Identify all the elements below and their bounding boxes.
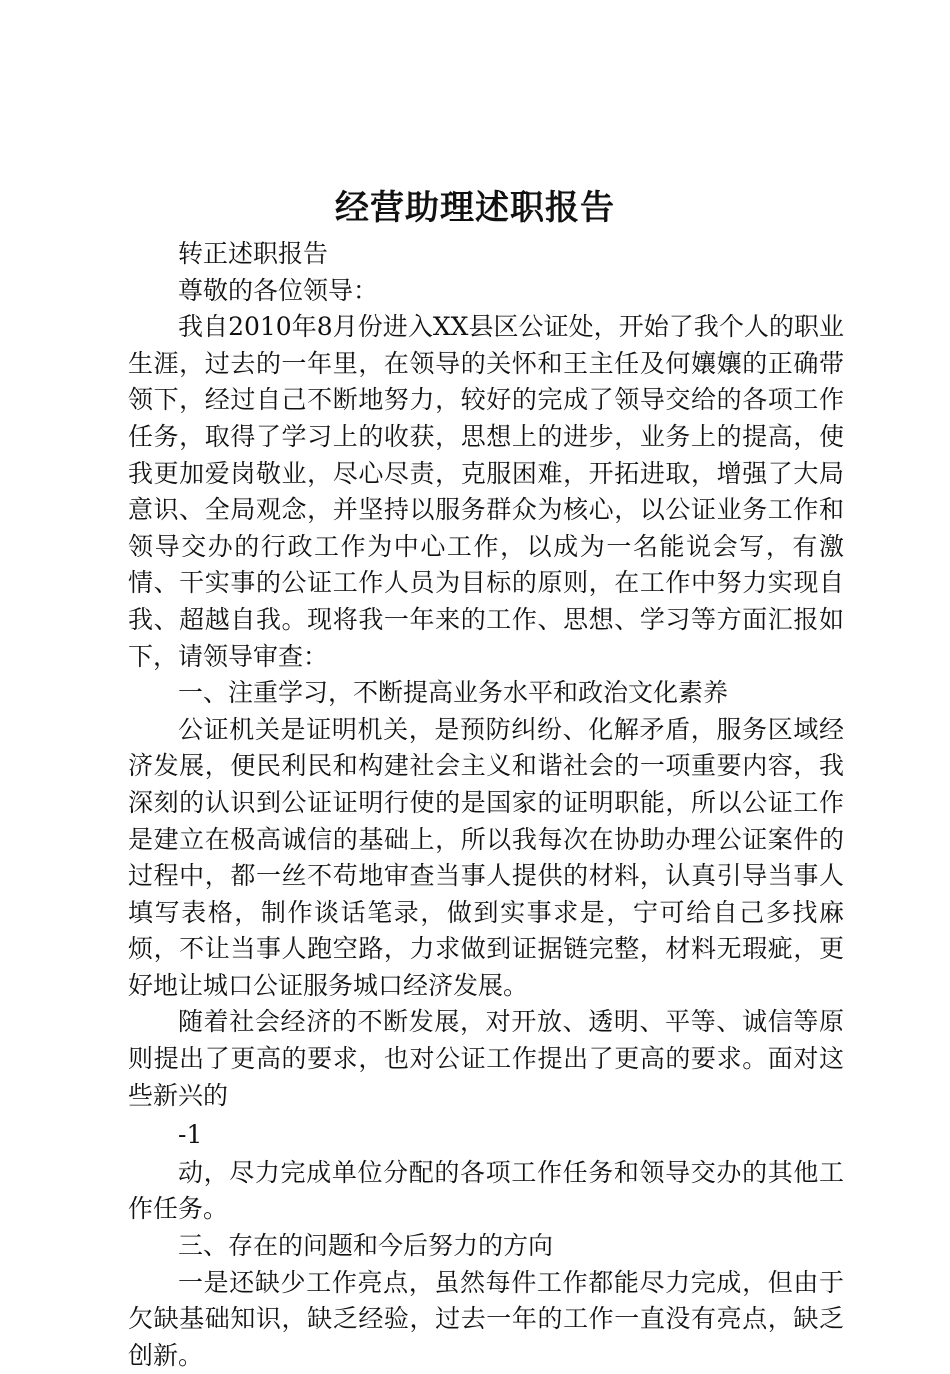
document-body [128, 236, 844, 1374]
page-number: -1 [178, 1120, 203, 1150]
document-title: 经营助理述职报告 [335, 188, 615, 228]
section-heading-3: 三、存在的问题和今后努力的方向 [178, 1231, 554, 1261]
paragraph-notary-role: 公证机关是证明机关，是预防纠纷、化解矛盾，服务区域经济发展，便民利民和构建社会主义和谐社会的一项重要内容，我深刻的认识到公证证明行使的是国家的证明职能，所以公证工作是建立在极高诚信的基础上，所以我每次在协助办理公证案件的过程中，都一丝不苟地审查当事人提供的材料，认真引导当事人填写表格，制作谈话笔录，做到实事求是，宁可给自己多找麻烦，不让当事人跑空路，力求做到证据链完整，材料无瑕疵，更好地让城口公证服务城口经济发展。 [128, 714, 844, 1000]
paragraph-intro: 我自2010年8月份进入XX县区公证处，开始了我个人的职业生涯，过去的一年里，在领导的关怀和王主任及何孃孃的正确带领下，经过自己不断地努力，较好的完成了领导交给的各项工作任务，取得了学习上的收获，思想上的进步，业务上的提高，使我更加爱岗敬业，尽心尽责，克服困难，开拓进取，增强了大局意识、全局观念，并坚持以服务群众为核心，以公证业务工作和领导交办的行政工作为中心工作，以成为一名能说会写，有激情、干实事的公证工作人员为目标的原则，在工作中努力实现自我、超越自我。现将我一年来的工作、思想、学习等方面汇报如下，请领导审查： [128, 312, 844, 671]
section-heading-1: 一、注重学习，不断提高业务水平和政治文化素养 [178, 678, 729, 708]
paragraph-social-development: 随着社会经济的不断发展，对开放、透明、平等、诚信等原则提出了更高的要求，也对公证工作提出了更高的要求。面对这些新兴的 [128, 1007, 844, 1110]
paragraph-tasks: 动，尽力完成单位分配的各项工作任务和领导交办的其他工作任务。 [128, 1157, 844, 1224]
paragraph-subtitle: 转正述职报告 [178, 239, 329, 268]
paragraph-salutation: 尊敬的各位领导： [178, 275, 379, 305]
paragraph-problems: 一是还缺少工作亮点，虽然每件工作都能尽力完成，但由于欠缺基础知识，缺乏经验，过去一年的工作一直没有亮点，缺乏创新。 [128, 1267, 844, 1370]
